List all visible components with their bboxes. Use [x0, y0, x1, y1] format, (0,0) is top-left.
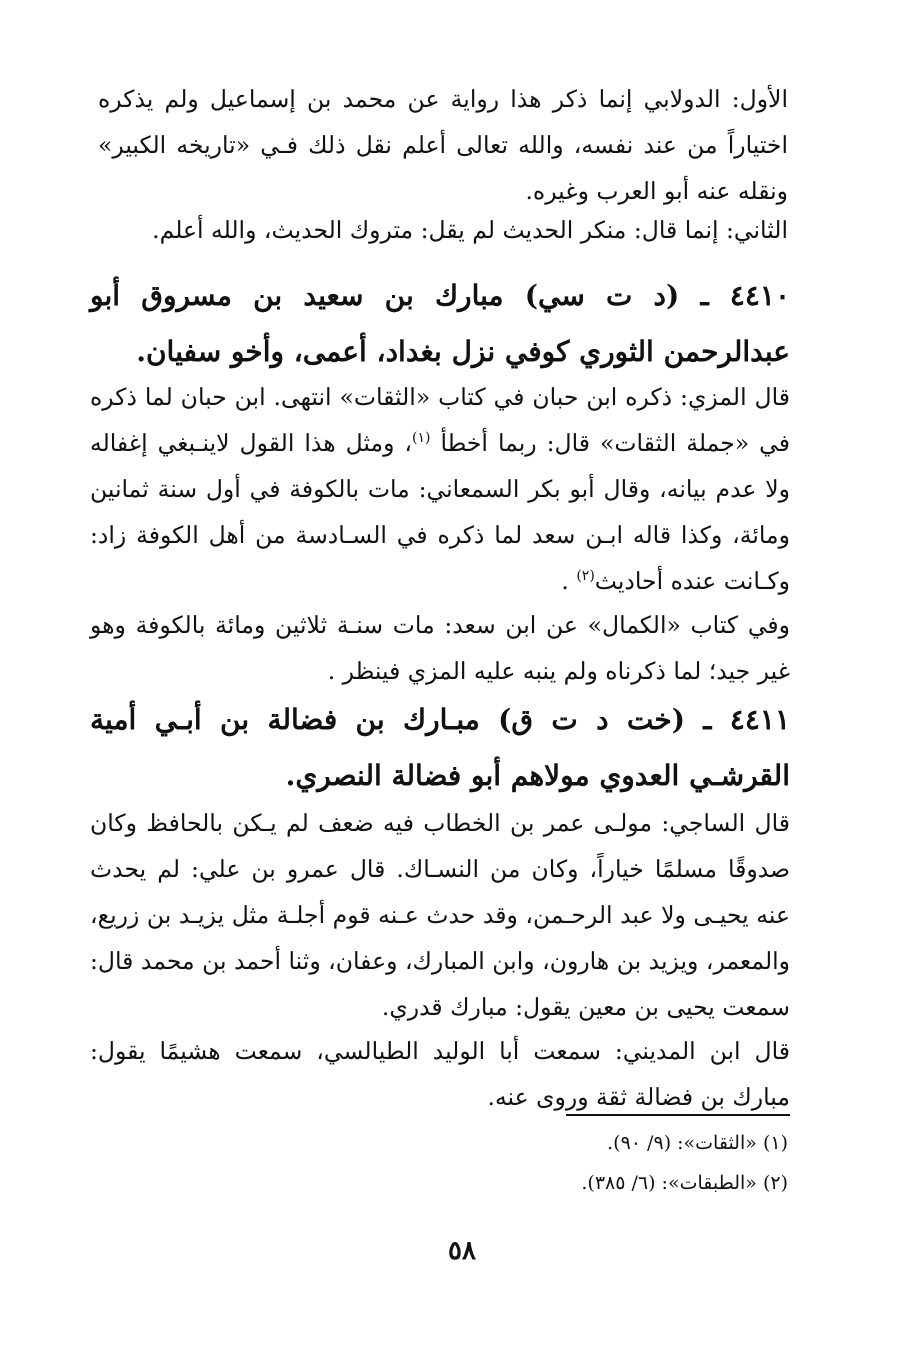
footnote-2-text: «الطبقات»: (٦/ ٣٨٥).: [581, 1172, 757, 1194]
footnote-1-text: «الثقات»: (٩/ ٩٠).: [607, 1132, 757, 1154]
entry-heading-4411: ٤٤١١ ـ (خت د ت ق) مبـارك بن فضالة بن أبـي أمية القرشـي العدوي مولاهم أبو فضالة النصري.: [90, 703, 790, 792]
entry-4410-paragraph-2: وفي كتاب «الكمال» عن ابن سعد: مات سنـة ثلاثين ومائة بالكوفة وهو غير جيد؛ لما ذكرناه ولم ينبه عليه المزي فينظر .: [90, 611, 790, 685]
footnote-2: [388, 1168, 788, 1198]
entry-4410-paragraph-1: [90, 374, 790, 604]
entry-4410-text-b: ، ومثل هذا القول لاينـبغي إغفاله ولا عدم بيانه، وقال أبو بكر السمعاني: مات بالكوفة في أول سنة ثمانين ومائة، وكذا قاله ابـن سعد لما ذكره في السـادسة من أهل الكوفة زاد: وكـانت عنده أحاديث: [90, 429, 790, 595]
footnote-separator: [566, 1114, 790, 1116]
footnote-2-number: (٢): [762, 1172, 788, 1194]
entry-4411-paragraph-1: قال الساجي: مولـى عمر بن الخطاب فيه ضعف لم يـكن بالحافظ وكان صدوقًا مسلمًا خياراً، وكان من النسـاك. قال عمرو بن علي: لم يحدث عنه يحيـى ولا عبد الرحـمن، وقد حدث عـنه قوم أجلـة مثل يزيـد بن زريع، والمعمر، ويزيد بن هارون، وابن المبارك، وعفان، وثنا أحمد بن محمد قال: سمعت يحيى بن معين يقول: مبارك قدري.: [90, 809, 790, 1021]
paragraph-second-point: الثاني: إنما قال: منكر الحديث لم يقل: متروك الحديث، والله أعلم.: [152, 216, 788, 244]
footnote-ref-1: (١): [412, 430, 431, 447]
footnote-1-number: (١): [762, 1132, 788, 1154]
paragraph-first-point: الأول: الدولابي إنما ذكر هذا رواية عن محمد بن إسماعيل ولم يذكره اختياراً من عند نفسه، والله تعالى أعلم نقل ذلك فـي «تاريخه الكبير» ونقله عنه أبو العرب وغيره.: [98, 85, 788, 205]
footnote-ref-2: (٢): [576, 568, 595, 585]
entry-4411-paragraph-2: قال ابن المديني: سمعت أبا الوليد الطيالسي، سمعت هشيمًا يقول: مبارك بن فضالة ثقة وروى عنه.: [90, 1037, 790, 1111]
entry-4410-text-a: قال المزي: ذكره ابن حبان في كتاب «الثقات» انتهى. ابن حبان لما ذكره في «جملة الثقات» قال: ربما أخطأ: [90, 383, 790, 457]
entry-heading-4410: ٤٤١٠ ـ (د ت سي) مبارك بن سعيد بن مسروق أبو عبدالرحمن الثوري كوفي نزل بغداد، أعمى، وأخو سفيان.: [90, 279, 790, 368]
entry-4410-text-c: .: [561, 567, 577, 595]
page-number: ٥٨: [448, 1236, 476, 1266]
footnote-1: [388, 1128, 788, 1158]
